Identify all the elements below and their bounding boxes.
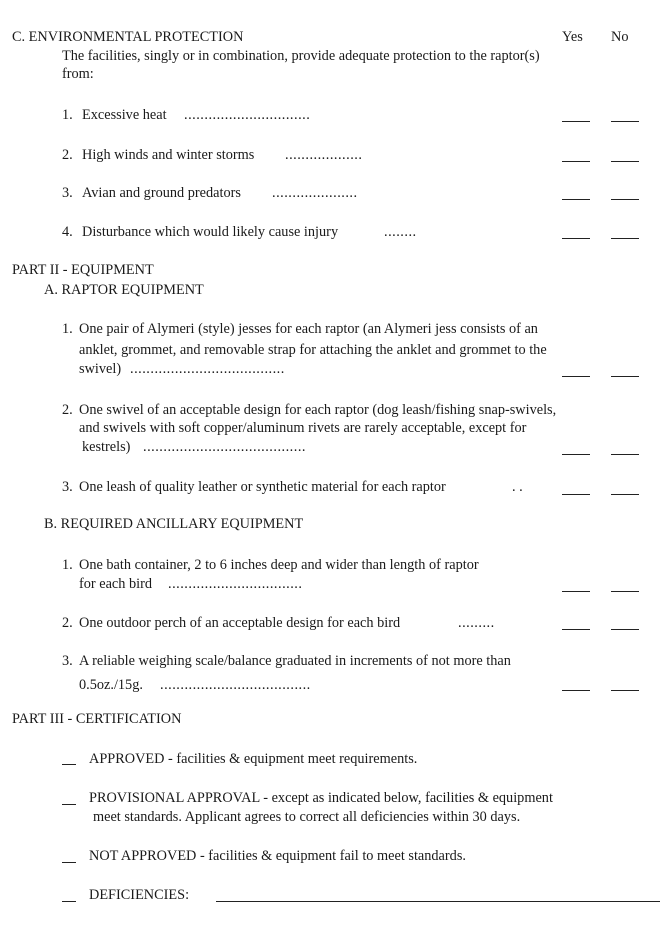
b-item-2-no-blank[interactable] [611, 629, 639, 630]
section-c-heading: C. ENVIRONMENTAL PROTECTION [12, 29, 244, 45]
ancillary-equipment-heading: B. REQUIRED ANCILLARY EQUIPMENT [44, 516, 304, 532]
c-item-2-no-blank[interactable] [611, 161, 639, 162]
c-item-1-label: Excessive heat [82, 107, 167, 123]
b-item-3-line2: 0.5oz./15g. [79, 677, 143, 693]
b-item-3-number: 3. [62, 653, 73, 669]
b-item-3-yes-blank[interactable] [562, 690, 590, 691]
no-column-header: No [611, 29, 629, 45]
b-item-2-yes-blank[interactable] [562, 629, 590, 630]
provisional-checkbox-blank[interactable] [62, 804, 76, 805]
a-item-1-line3: swivel) [79, 361, 122, 377]
a-item-3-number: 3. [62, 479, 73, 495]
b-item-2-line1: One outdoor perch of an acceptable design for each bird [79, 615, 401, 631]
raptor-equipment-heading: A. RAPTOR EQUIPMENT [44, 282, 204, 298]
c-item-3-label: Avian and ground predators [82, 185, 241, 201]
provisional-label-line1: PROVISIONAL APPROVAL - except as indicated below, facilities & equipment [89, 790, 553, 806]
b-item-3-leader: ..................................... [160, 677, 311, 693]
not-approved-label: NOT APPROVED - facilities & equipment fail to meet standards. [89, 848, 466, 864]
c-item-4-leader: ........ [384, 224, 417, 240]
b-item-1-number: 1. [62, 557, 73, 573]
c-item-3-no-blank[interactable] [611, 199, 639, 200]
b-item-3-no-blank[interactable] [611, 690, 639, 691]
b-item-1-yes-blank[interactable] [562, 591, 590, 592]
a-item-2-line1: One swivel of an acceptable design for each raptor (dog leash/fishing snap-swivels, [79, 402, 557, 418]
a-item-3-leader: . . [512, 479, 523, 495]
approved-checkbox-blank[interactable] [62, 764, 76, 765]
a-item-3-line1: One leash of quality leather or synthetic material for each raptor [79, 479, 446, 495]
deficiencies-checkbox-blank[interactable] [62, 901, 76, 902]
c-item-3-number: 3. [62, 185, 73, 201]
b-item-1-no-blank[interactable] [611, 591, 639, 592]
a-item-3-no-blank[interactable] [611, 494, 639, 495]
b-item-2-number: 2. [62, 615, 73, 631]
c-item-2-leader: ................... [285, 147, 363, 163]
a-item-2-yes-blank[interactable] [562, 454, 590, 455]
c-item-2-yes-blank[interactable] [562, 161, 590, 162]
c-item-4-number: 4. [62, 224, 73, 240]
b-item-1-line1: One bath container, 2 to 6 inches deep and wider than length of raptor [79, 557, 479, 573]
a-item-1-yes-blank[interactable] [562, 376, 590, 377]
c-item-1-yes-blank[interactable] [562, 121, 590, 122]
c-item-1-number: 1. [62, 107, 73, 123]
yes-column-header: Yes [562, 29, 583, 45]
provisional-label-line2: meet standards. Applicant agrees to correct all deficiencies within 30 days. [93, 809, 521, 825]
a-item-1-no-blank[interactable] [611, 376, 639, 377]
a-item-2-number: 2. [62, 402, 73, 418]
a-item-1-leader: ...................................... [130, 361, 285, 377]
a-item-2-line2: and swivels with soft copper/aluminum rivets are rarely acceptable, except for [79, 420, 527, 436]
b-item-3-line1: A reliable weighing scale/balance graduated in increments of not more than [79, 653, 511, 669]
a-item-1-number: 1. [62, 321, 73, 337]
part-ii-heading: PART II - EQUIPMENT [12, 262, 154, 278]
approved-label: APPROVED - facilities & equipment meet requirements. [89, 751, 418, 767]
c-item-3-leader: ..................... [272, 185, 358, 201]
c-item-3-yes-blank[interactable] [562, 199, 590, 200]
c-item-1-no-blank[interactable] [611, 121, 639, 122]
b-item-2-leader: ......... [458, 615, 495, 631]
c-item-4-no-blank[interactable] [611, 238, 639, 239]
part-iii-heading: PART III - CERTIFICATION [12, 711, 182, 727]
c-item-2-number: 2. [62, 147, 73, 163]
a-item-2-line3: kestrels) [82, 439, 131, 455]
section-c-intro-line2: from: [62, 66, 94, 82]
a-item-1-line2: anklet, grommet, and removable strap for attaching the anklet and grommet to the [79, 342, 547, 358]
b-item-1-leader: ................................. [168, 576, 303, 592]
c-item-4-yes-blank[interactable] [562, 238, 590, 239]
c-item-1-leader: ............................... [184, 107, 311, 123]
a-item-2-no-blank[interactable] [611, 454, 639, 455]
c-item-2-label: High winds and winter storms [82, 147, 255, 163]
a-item-3-yes-blank[interactable] [562, 494, 590, 495]
deficiencies-input-line[interactable] [216, 901, 660, 902]
not-approved-checkbox-blank[interactable] [62, 862, 76, 863]
a-item-2-leader: ........................................ [143, 439, 306, 455]
section-c-intro-line1: The facilities, singly or in combination, provide adequate protection to the raptor(s) [62, 48, 540, 64]
a-item-1-line1: One pair of Alymeri (style) jesses for each raptor (an Alymeri jess consists of an [79, 321, 538, 337]
b-item-1-line2: for each bird [79, 576, 153, 592]
deficiencies-label: DEFICIENCIES: [89, 887, 190, 903]
c-item-4-label: Disturbance which would likely cause injury [82, 224, 339, 240]
